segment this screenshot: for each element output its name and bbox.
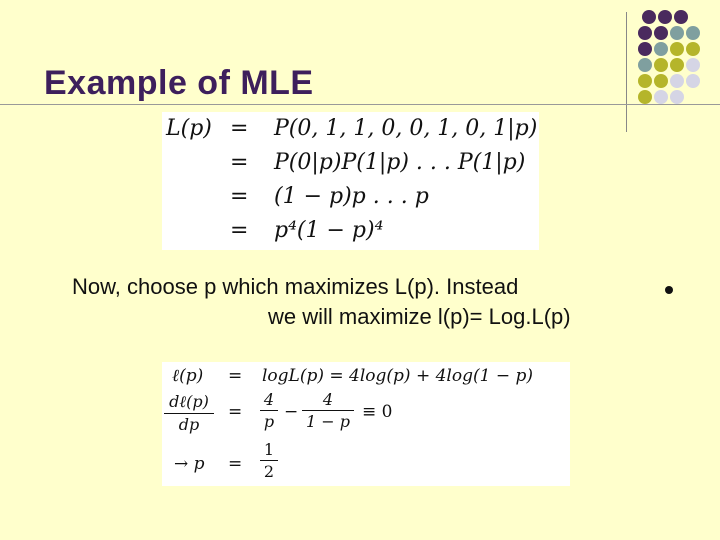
eq2-row2-tail: ≡ 0 [362, 402, 393, 422]
eq2-row2-lhs-num: dℓ(p) [169, 392, 209, 411]
decorative-dot [670, 58, 684, 72]
decorative-dot [686, 42, 700, 56]
eq2-row2-frac1 [260, 390, 278, 431]
eq1-rhs-4: p⁴(1 − p)⁴ [274, 218, 384, 243]
eq2-row3-num: 1 [263, 440, 275, 459]
eq2-row1-lhs: ℓ(p) [172, 366, 204, 386]
eq2-row2-frac2-num: 4 [322, 390, 334, 409]
decorative-dot [638, 26, 652, 40]
fraction-bar [302, 410, 354, 411]
eq1-rhs-2: P(0|p)P(1|p) . . . P(1|p) [274, 150, 526, 175]
eq2-row3-den: 2 [263, 462, 275, 481]
decorative-dot [658, 10, 672, 24]
eq2-row2-op: = [228, 402, 243, 422]
decorative-dot [670, 74, 684, 88]
decorative-dot [638, 90, 652, 104]
decorative-dot [654, 58, 668, 72]
eq1-lhs: L(p) [166, 116, 212, 141]
eq1-op-2: = [230, 150, 249, 175]
eq1-rhs-1: P(0, 1, 1, 0, 0, 1, 0, 1|p) [274, 116, 538, 141]
fraction-bar [260, 460, 278, 461]
decorative-dot [654, 26, 668, 40]
decorative-horizontal-line [0, 104, 720, 105]
slide-title: Example of MLE [44, 64, 314, 102]
log-likelihood-equation [162, 362, 570, 486]
eq2-row2-frac2 [302, 390, 354, 431]
decorative-dot [638, 42, 652, 56]
fraction-bar [164, 413, 214, 414]
likelihood-equation [162, 112, 539, 250]
eq2-row3-op: = [228, 454, 243, 474]
body-line-2: we will maximize l(p)= Log.L(p) [268, 304, 571, 329]
eq2-row2-frac2-den: 1 − p [306, 412, 350, 431]
decorative-dot [670, 26, 684, 40]
decorative-dot [654, 74, 668, 88]
eq2-row3-fraction [260, 440, 278, 481]
eq2-row2-minus: − [284, 402, 299, 422]
eq1-op-4: = [230, 218, 249, 243]
decorative-dot [674, 10, 688, 24]
decorative-dot [686, 26, 700, 40]
decorative-dot [670, 42, 684, 56]
decorative-dot [642, 10, 656, 24]
decorative-dot-grid [638, 10, 720, 120]
body-line-1: Now, choose p which maximizes L(p). Instead [72, 274, 519, 299]
eq2-row1-op: = [228, 366, 243, 386]
eq1-op-3: = [230, 184, 249, 209]
fraction-bar [260, 410, 278, 411]
decorative-dot [686, 74, 700, 88]
eq2-row3-lhs: → p [174, 454, 205, 474]
eq2-row2-lhs-den: dp [178, 415, 200, 434]
decorative-dot [638, 58, 652, 72]
eq2-row2-lhs-fraction [164, 392, 214, 434]
eq2-row1-rhs: logL(p) = 4log(p) + 4log(1 − p) [262, 366, 533, 386]
eq1-op-1: = [230, 116, 249, 141]
decorative-dot [670, 90, 684, 104]
eq2-row2-frac1-num: 4 [263, 390, 275, 409]
decorative-dot [654, 42, 668, 56]
bullet-icon [665, 286, 673, 294]
decorative-vertical-line [626, 12, 627, 132]
decorative-dot [638, 74, 652, 88]
decorative-dot [686, 58, 700, 72]
decorative-dot [654, 90, 668, 104]
eq2-row2-frac1-den: p [263, 412, 275, 431]
body-text [72, 272, 662, 332]
eq1-rhs-3: (1 − p)p . . . p [274, 184, 429, 209]
